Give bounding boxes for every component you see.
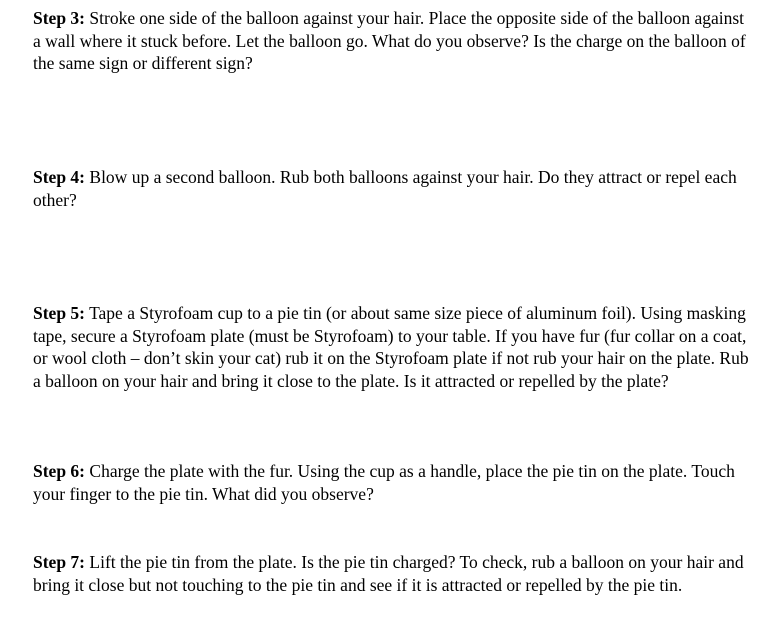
step-4-label: Step 4: — [33, 167, 86, 187]
step-3-text: Stroke one side of the balloon against your hair. Place the opposite side of the balloon against a wall where it stuck before. Let the balloon go. What do you observe? Is the charge on the balloon of the same sign or different sign? — [33, 8, 746, 73]
step-4-paragraph — [33, 166, 755, 211]
step-7-paragraph — [33, 551, 755, 596]
step-6-text: Charge the plate with the fur. Using the cup as a handle, place the pie tin on the plate. Touch your finger to the pie tin. What did you observe? — [33, 461, 735, 504]
step-4-text: Blow up a second balloon. Rub both balloons against your hair. Do they attract or repel each other? — [33, 167, 737, 210]
step-5-label: Step 5: — [33, 303, 86, 323]
step-7-text: Lift the pie tin from the plate. Is the pie tin charged? To check, rub a balloon on your hair and bring it close but not touching to the pie tin and see if it is attracted or repelled by the pie tin. — [33, 552, 744, 595]
step-3-paragraph — [33, 7, 755, 75]
step-6-label: Step 6: — [33, 461, 86, 481]
step-5-paragraph — [33, 302, 755, 392]
step-3-label: Step 3: — [33, 8, 86, 28]
step-5-text: Tape a Styrofoam cup to a pie tin (or about same size piece of aluminum foil). Using masking tape, secure a Styrofoam plate (must be Styrofoam) to your table. If you have fur (fur collar on a coat, or wool cloth – don’t skin your cat) rub it on the Styrofoam plate if not rub your hair on the plate. Rub a balloon on your hair and bring it close to the plate. Is it attracted or repelled by the plate? — [33, 303, 749, 391]
step-6-paragraph — [33, 460, 755, 505]
step-7-label: Step 7: — [33, 552, 86, 572]
